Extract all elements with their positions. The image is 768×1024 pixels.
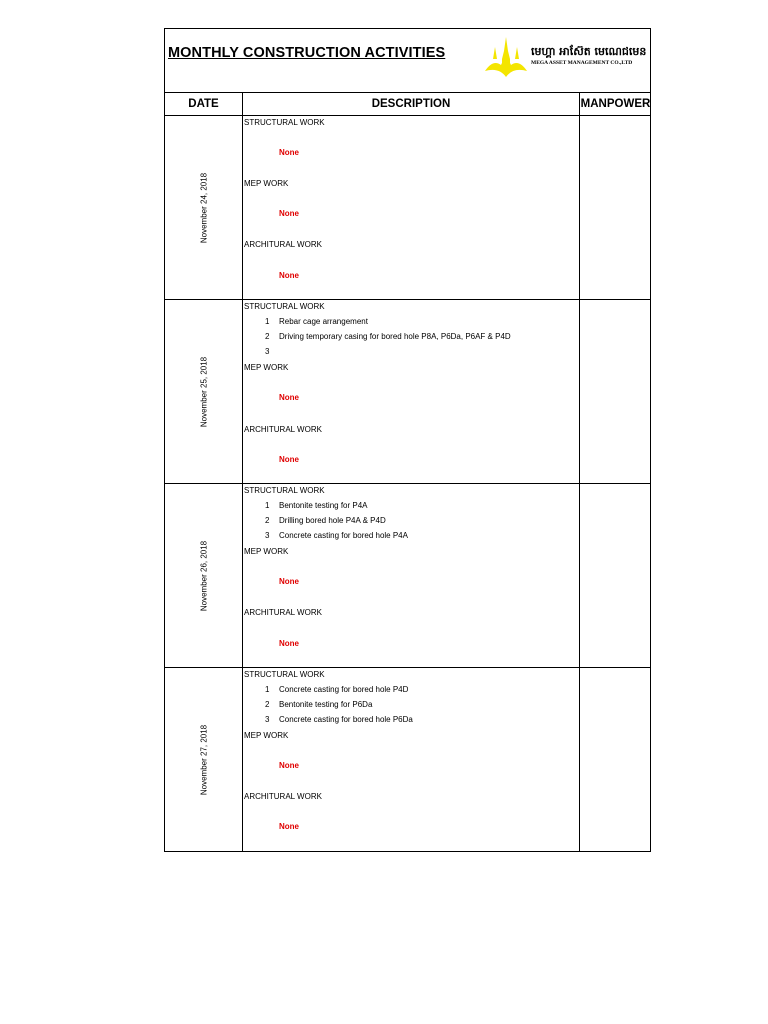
item-text: Driving temporary casing for bored hole P8A, P6Da, P6AF & P4D (279, 332, 511, 341)
architectural-heading: ARCHITURAL WORK (244, 240, 322, 249)
architectural-heading: ARCHITURAL WORK (244, 425, 322, 434)
date-label: November 25, 2018 (199, 356, 208, 427)
structural-heading: STRUCTURAL WORK (244, 302, 325, 311)
item-text: Concrete casting for bored hole P4D (279, 685, 409, 694)
architectural-none: None (279, 822, 299, 831)
item-number: 1 (265, 685, 270, 694)
date-label: November 27, 2018 (199, 724, 208, 796)
description-cell (243, 668, 579, 852)
table-row (165, 484, 650, 668)
description-cell (243, 484, 579, 667)
date-label: November 26, 2018 (199, 540, 208, 611)
item-text: Drilling bored hole P4A & P4D (279, 516, 386, 525)
architectural-heading: ARCHITURAL WORK (244, 792, 322, 801)
column-header-date: DATE (165, 93, 242, 116)
logo-khmer-text: មេហ្គា អាស៊ែត មេណេជមេន (531, 45, 647, 58)
item-number: 3 (265, 531, 270, 540)
mep-none: None (279, 393, 299, 402)
mep-none: None (279, 577, 299, 586)
company-logo (483, 37, 648, 77)
item-number: 3 (265, 715, 270, 724)
mep-heading: MEP WORK (244, 731, 289, 740)
structural-heading: STRUCTURAL WORK (244, 486, 325, 495)
mep-heading: MEP WORK (244, 547, 289, 556)
logo-english-text: MEGA ASSET MANAGEMENT CO.,LTD (531, 60, 633, 66)
mep-none: None (279, 209, 299, 218)
mep-none: None (279, 761, 299, 770)
item-text: Concrete casting for bored hole P6Da (279, 715, 413, 724)
mep-heading: MEP WORK (244, 363, 289, 372)
activity-sheet (164, 28, 651, 852)
item-text: Bentonite testing for P6Da (279, 700, 373, 709)
description-cell (243, 300, 579, 483)
date-cell (165, 300, 242, 483)
architectural-heading: ARCHITURAL WORK (244, 608, 322, 617)
item-number: 1 (265, 317, 270, 326)
date-cell (165, 668, 242, 852)
column-header-description: DESCRIPTION (243, 93, 579, 116)
structural-heading: STRUCTURAL WORK (244, 118, 325, 127)
item-number: 2 (265, 332, 270, 341)
date-cell (165, 116, 242, 299)
item-number: 3 (265, 347, 270, 356)
item-text: Bentonite testing for P4A (279, 501, 368, 510)
structural-heading: STRUCTURAL WORK (244, 670, 325, 679)
architectural-none: None (279, 639, 299, 648)
temple-logo-icon (483, 37, 529, 77)
item-number: 1 (265, 501, 270, 510)
description-cell (243, 116, 579, 299)
column-header-manpower: MANPOWER (580, 93, 651, 116)
item-text: Rebar cage arrangement (279, 317, 368, 326)
item-number: 2 (265, 516, 270, 525)
mep-heading: MEP WORK (244, 179, 289, 188)
table-row (165, 668, 650, 852)
page-title: MONTHLY CONSTRUCTION ACTIVITIES (168, 45, 446, 61)
item-text: Concrete casting for bored hole P4A (279, 531, 408, 540)
structural-none: None (279, 148, 299, 157)
table-row (165, 300, 650, 484)
table-row (165, 116, 650, 300)
sheet-header (165, 29, 650, 93)
architectural-none: None (279, 455, 299, 464)
architectural-none: None (279, 271, 299, 280)
date-label: November 24, 2018 (199, 172, 208, 243)
item-number: 2 (265, 700, 270, 709)
date-cell (165, 484, 242, 667)
